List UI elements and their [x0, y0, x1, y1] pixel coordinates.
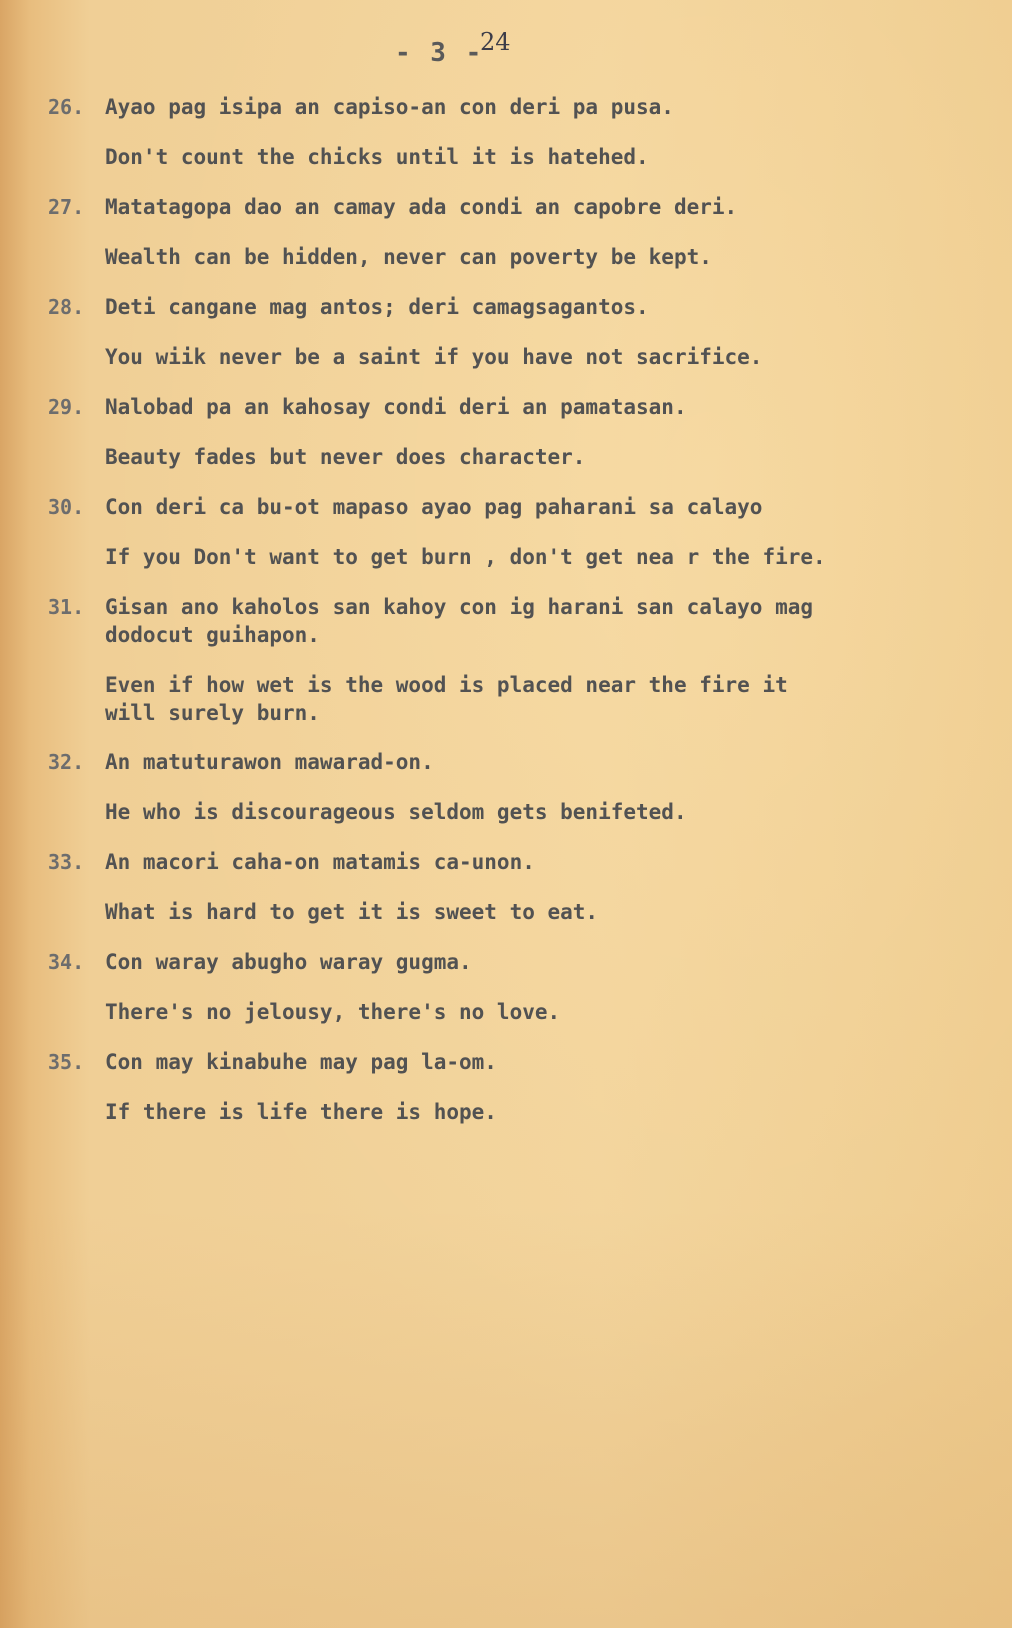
item-number: 31. — [48, 595, 85, 619]
proverb-translation: You wiik never be a saint if you have not sacrifice. — [105, 345, 763, 369]
proverb-original: Gisan ano kaholos san kahoy con ig harani san calayo mag dodocut guihapon. — [105, 595, 814, 647]
proverb-original: An macori caha-on matamis ca-unon. — [105, 850, 535, 874]
item-number: 32. — [48, 750, 85, 774]
proverb-translation: Don't count the chicks until it is hatehed. — [105, 145, 649, 169]
item-number: 30. — [48, 495, 85, 519]
proverb-translation: If you Don't want to get burn , don't get nea r the fire. — [105, 545, 826, 569]
proverb-original: Deti cangane mag antos; deri camagsagantos. — [105, 295, 649, 319]
handwritten-page-number: 24 — [480, 28, 511, 56]
proverb-translation: There's no jelousy, there's no love. — [105, 1000, 561, 1024]
item-number: 28. — [48, 295, 85, 319]
item-number: 35. — [48, 1050, 85, 1074]
page-number-header: - 3 - — [395, 38, 484, 68]
proverb-translation: If there is life there is hope. — [105, 1100, 497, 1124]
proverb-original: Ayao pag isipa an capiso-an con deri pa pusa. — [105, 95, 674, 119]
proverb-original: Con may kinabuhe may pag la-om. — [105, 1050, 497, 1074]
item-number: 29. — [48, 395, 85, 419]
item-number: 34. — [48, 950, 85, 974]
item-number: 26. — [48, 95, 85, 119]
proverb-original: Nalobad pa an kahosay condi deri an pamatasan. — [105, 395, 687, 419]
proverb-original: Con waray abugho waray gugma. — [105, 950, 472, 974]
proverb-translation: What is hard to get it is sweet to eat. — [105, 900, 599, 924]
proverb-translation: Beauty fades but never does character. — [105, 445, 586, 469]
proverb-translation: He who is discourageous seldom gets benifeted. — [105, 800, 687, 824]
proverb-translation: Even if how wet is the wood is placed near the fire it will surely burn. — [105, 673, 788, 725]
item-number: 27. — [48, 195, 85, 219]
proverb-translation: Wealth can be hidden, never can poverty be kept. — [105, 245, 712, 269]
proverb-original: Con deri ca bu-ot mapaso ayao pag paharani sa calayo — [105, 495, 763, 519]
proverb-original: Matatagopa dao an camay ada condi an capobre deri. — [105, 195, 738, 219]
item-number: 33. — [48, 850, 85, 874]
proverb-original: An matuturawon mawarad-on. — [105, 750, 434, 774]
